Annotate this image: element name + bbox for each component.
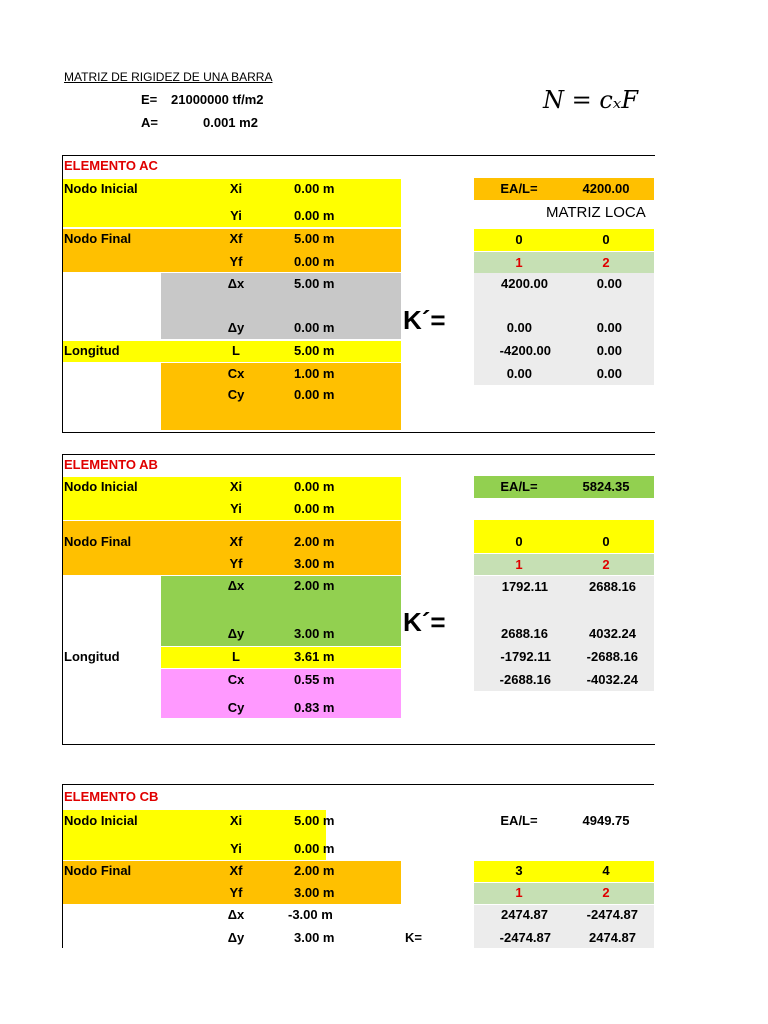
matrix-cell: 0.00 bbox=[506, 320, 532, 335]
yf-value: 3.00 m bbox=[294, 556, 335, 571]
eal-label: EA/L= bbox=[500, 479, 538, 494]
dy-value: 3.00 m bbox=[294, 626, 335, 641]
dof-bottom-2: 2 bbox=[602, 885, 610, 900]
matrix-cell: -4200.00 bbox=[499, 343, 551, 358]
k-prime-label: K´= bbox=[403, 607, 446, 637]
matrix-cell: 0.00 bbox=[596, 343, 622, 358]
yi-label: Yi bbox=[230, 501, 242, 516]
nodo-final-label: Nodo Final bbox=[64, 534, 132, 549]
element-cb-title: ELEMENTO CB bbox=[64, 789, 159, 804]
sheet-title: MATRIZ DE RIGIDEZ DE UNA BARRA bbox=[64, 70, 273, 84]
nodo-inicial-label: Nodo Inicial bbox=[64, 813, 138, 828]
matrix-cell: -1792.11 bbox=[500, 649, 551, 664]
k-prime-label: K´= bbox=[403, 305, 446, 335]
dof-bottom-1: 1 bbox=[515, 885, 523, 900]
dx-value: -3.00 m bbox=[288, 907, 333, 922]
xi-label: Xi bbox=[229, 479, 243, 494]
xf-value: 5.00 m bbox=[294, 231, 335, 246]
yi-value: 0.00 m bbox=[294, 841, 335, 856]
yf-label: Yf bbox=[229, 254, 243, 269]
yi-value: 0.00 m bbox=[294, 208, 335, 223]
yf-label: Yf bbox=[229, 556, 243, 571]
yi-label: Yi bbox=[230, 841, 242, 856]
eal-value: 4949.75 bbox=[582, 813, 630, 828]
eal-value: 4200.00 bbox=[582, 181, 630, 196]
xi-label: Xi bbox=[229, 181, 243, 196]
matrix-cell: 0.00 bbox=[596, 320, 622, 335]
xf-label: Xf bbox=[229, 534, 243, 549]
matrix-cell: -2474.87 bbox=[586, 907, 638, 922]
nodo-final-label: Nodo Final bbox=[64, 863, 132, 878]
a-label: A= bbox=[141, 115, 158, 130]
a-value: 0.001 m2 bbox=[203, 115, 258, 130]
xf-value: 2.00 m bbox=[294, 534, 335, 549]
dy-value: 0.00 m bbox=[294, 320, 335, 335]
matrix-cell: 2688.16 bbox=[501, 626, 548, 641]
yi-value: 0.00 m bbox=[294, 501, 335, 516]
matrix-cell: -2688.16 bbox=[499, 672, 551, 687]
matrix-cell: 2688.16 bbox=[589, 579, 636, 594]
dof-top-2: 0 bbox=[602, 232, 610, 247]
dof-top-1: 0 bbox=[515, 534, 523, 549]
xi-label: Xi bbox=[229, 813, 243, 828]
matrix-cell: 1792.11 bbox=[501, 579, 548, 594]
dx-value: 2.00 m bbox=[294, 578, 335, 593]
l-value: 3.61 m bbox=[294, 649, 335, 664]
xi-value: 5.00 m bbox=[294, 813, 335, 828]
dof-top-2: 0 bbox=[602, 534, 610, 549]
dy-label: Δy bbox=[227, 626, 245, 641]
element-ac-title: ELEMENTO AC bbox=[64, 158, 158, 173]
dof-bottom-2: 2 bbox=[602, 255, 610, 270]
l-label: L bbox=[232, 343, 240, 358]
yf-value: 3.00 m bbox=[294, 885, 335, 900]
matrix-cell: -2688.16 bbox=[586, 649, 638, 664]
l-value: 5.00 m bbox=[294, 343, 335, 358]
cy-label: Cy bbox=[227, 700, 245, 715]
dy-value: 3.00 m bbox=[294, 930, 335, 945]
axial-force-formula: N = cₓF bbox=[543, 86, 638, 114]
matrix-cell: 0.00 bbox=[506, 366, 532, 381]
cx-value: 0.55 m bbox=[294, 672, 335, 687]
matrix-cell: -4032.24 bbox=[586, 672, 638, 687]
dx-label: Δx bbox=[227, 276, 245, 291]
element-ab-title: ELEMENTO AB bbox=[64, 457, 158, 472]
cy-label: Cy bbox=[227, 387, 245, 402]
matrix-cell: 4200.00 bbox=[501, 276, 548, 291]
longitud-label: Longitud bbox=[64, 343, 120, 358]
nodo-inicial-label: Nodo Inicial bbox=[64, 181, 138, 196]
dy-label: Δy bbox=[227, 930, 245, 945]
cy-value: 0.00 m bbox=[294, 387, 335, 402]
e-label: E= bbox=[141, 92, 158, 107]
matriz-local-heading: MATRIZ LOCA bbox=[546, 204, 646, 221]
dof-top-1: 0 bbox=[515, 232, 523, 247]
longitud-label: Longitud bbox=[64, 649, 120, 664]
dof-bottom-2: 2 bbox=[602, 557, 610, 572]
xf-label: Xf bbox=[229, 863, 243, 878]
dof-bottom-1: 1 bbox=[515, 255, 523, 270]
cy-value: 0.83 m bbox=[294, 700, 335, 715]
yi-label: Yi bbox=[230, 208, 242, 223]
dx-label: Δx bbox=[227, 907, 245, 922]
xi-value: 0.00 m bbox=[294, 181, 335, 196]
eal-label: EA/L= bbox=[500, 181, 538, 196]
matrix-cell: -2474.87 bbox=[499, 930, 551, 945]
matrix-cell: 0.00 bbox=[596, 366, 622, 381]
e-value: 21000000 tf/m2 bbox=[171, 92, 264, 107]
xf-value: 2.00 m bbox=[294, 863, 335, 878]
clip-mask bbox=[654, 60, 768, 1024]
dof-top-1: 3 bbox=[515, 863, 523, 878]
nodo-final-label: Nodo Final bbox=[64, 231, 132, 246]
dx-value: 5.00 m bbox=[294, 276, 335, 291]
cx-value: 1.00 m bbox=[294, 366, 335, 381]
cx-label: Cx bbox=[227, 366, 245, 381]
yf-label: Yf bbox=[229, 885, 243, 900]
dx-label: Δx bbox=[227, 578, 245, 593]
eal-value: 5824.35 bbox=[582, 479, 630, 494]
matrix-cell: 4032.24 bbox=[589, 626, 636, 641]
yf-value: 0.00 m bbox=[294, 254, 335, 269]
l-label: L bbox=[232, 649, 240, 664]
k-label: K= bbox=[405, 930, 422, 945]
dof-bottom-1: 1 bbox=[515, 557, 523, 572]
cx-label: Cx bbox=[227, 672, 245, 687]
xi-value: 0.00 m bbox=[294, 479, 335, 494]
matrix-cell: 2474.87 bbox=[501, 907, 548, 922]
matrix-cell: 2474.87 bbox=[589, 930, 636, 945]
dof-top-2: 4 bbox=[602, 863, 610, 878]
eal-label: EA/L= bbox=[500, 813, 538, 828]
xf-label: Xf bbox=[229, 231, 243, 246]
dy-label: Δy bbox=[227, 320, 245, 335]
nodo-inicial-label: Nodo Inicial bbox=[64, 479, 138, 494]
matrix-cell: 0.00 bbox=[596, 276, 622, 291]
